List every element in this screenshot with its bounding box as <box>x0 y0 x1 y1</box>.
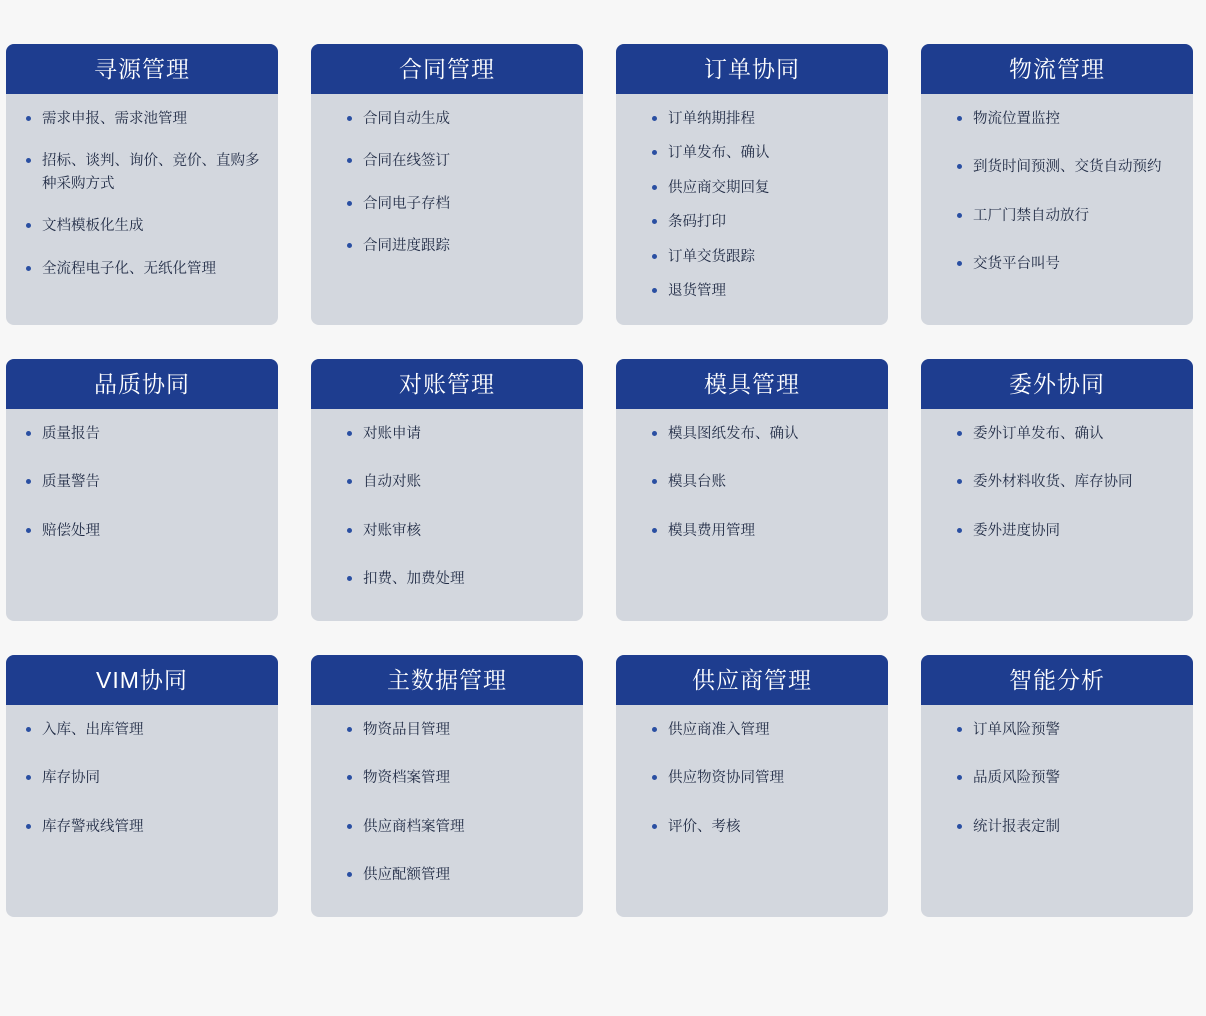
list-item: 交货平台叫号 <box>937 253 1177 275</box>
card-title: 供应商管理 <box>616 655 888 705</box>
list-item: 供应配额管理 <box>327 864 567 886</box>
list-item: 赔偿处理 <box>22 520 262 542</box>
feature-list <box>327 423 567 591</box>
feature-list <box>937 423 1177 542</box>
card-vim-xietong[interactable] <box>6 655 278 917</box>
list-item: 扣费、加费处理 <box>327 568 567 590</box>
list-item: 自动对账 <box>327 471 567 493</box>
card-body <box>921 705 1193 868</box>
card-wuliu-guanli[interactable] <box>921 44 1193 325</box>
list-item: 委外进度协同 <box>937 520 1177 542</box>
feature-list <box>22 108 262 280</box>
list-item: 文档模板化生成 <box>22 215 262 237</box>
list-item: 对账审核 <box>327 520 567 542</box>
feature-list <box>22 719 262 838</box>
card-title: 智能分析 <box>921 655 1193 705</box>
card-title: 订单协同 <box>616 44 888 94</box>
card-muju-guanli[interactable] <box>616 359 888 621</box>
list-item: 库存协同 <box>22 767 262 789</box>
feature-list <box>22 423 262 542</box>
list-item: 物流位置监控 <box>937 108 1177 130</box>
list-item: 入库、出库管理 <box>22 719 262 741</box>
card-title: 主数据管理 <box>311 655 583 705</box>
list-item: 对账申请 <box>327 423 567 445</box>
module-card-grid <box>0 44 1206 917</box>
list-item: 订单交货跟踪 <box>632 246 872 268</box>
card-duizhang-guanli[interactable] <box>311 359 583 621</box>
card-weiwai-xietong[interactable] <box>921 359 1193 621</box>
card-body <box>6 409 278 572</box>
list-item: 招标、谈判、询价、竞价、直购多种采购方式 <box>22 150 262 195</box>
list-item: 订单风险预警 <box>937 719 1177 741</box>
list-item: 合同进度跟踪 <box>327 235 567 257</box>
feature-list <box>632 423 872 542</box>
list-item: 供应商交期回复 <box>632 177 872 199</box>
list-item: 品质风险预警 <box>937 767 1177 789</box>
list-item: 物资档案管理 <box>327 767 567 789</box>
card-title: 委外协同 <box>921 359 1193 409</box>
list-item: 模具图纸发布、确认 <box>632 423 872 445</box>
feature-list <box>327 719 567 887</box>
list-item: 供应物资协同管理 <box>632 767 872 789</box>
card-gongyingshang-guanli[interactable] <box>616 655 888 917</box>
card-body <box>616 705 888 868</box>
card-body <box>6 705 278 868</box>
list-item: 合同电子存档 <box>327 193 567 215</box>
list-item: 订单纳期排程 <box>632 108 872 130</box>
list-item: 合同自动生成 <box>327 108 567 130</box>
card-body <box>616 94 888 325</box>
card-body <box>921 409 1193 572</box>
list-item: 评价、考核 <box>632 816 872 838</box>
card-title: 对账管理 <box>311 359 583 409</box>
card-title: 品质协同 <box>6 359 278 409</box>
card-hetong-guanli[interactable] <box>311 44 583 325</box>
list-item: 供应商档案管理 <box>327 816 567 838</box>
feature-list <box>327 108 567 258</box>
list-item: 供应商准入管理 <box>632 719 872 741</box>
card-body <box>311 705 583 917</box>
card-body <box>616 409 888 572</box>
list-item: 退货管理 <box>632 280 872 302</box>
card-body <box>6 94 278 310</box>
list-item: 模具费用管理 <box>632 520 872 542</box>
list-item: 委外订单发布、确认 <box>937 423 1177 445</box>
list-item: 库存警戒线管理 <box>22 816 262 838</box>
list-item: 物资品目管理 <box>327 719 567 741</box>
card-title: VIM协同 <box>6 655 278 705</box>
feature-list <box>632 108 872 303</box>
list-item: 统计报表定制 <box>937 816 1177 838</box>
card-title: 物流管理 <box>921 44 1193 94</box>
list-item: 到货时间预测、交货自动预约 <box>937 156 1177 178</box>
card-zhineng-fenxi[interactable] <box>921 655 1193 917</box>
list-item: 条码打印 <box>632 211 872 233</box>
card-xunyuan-guanli[interactable] <box>6 44 278 325</box>
list-item: 合同在线签订 <box>327 150 567 172</box>
card-title: 合同管理 <box>311 44 583 94</box>
list-item: 订单发布、确认 <box>632 142 872 164</box>
list-item: 质量警告 <box>22 471 262 493</box>
card-dingdan-xietong[interactable] <box>616 44 888 325</box>
feature-list <box>632 719 872 838</box>
list-item: 模具台账 <box>632 471 872 493</box>
list-item: 委外材料收货、库存协同 <box>937 471 1177 493</box>
list-item: 需求申报、需求池管理 <box>22 108 262 130</box>
card-body <box>311 409 583 621</box>
card-pinzhi-xietong[interactable] <box>6 359 278 621</box>
list-item: 全流程电子化、无纸化管理 <box>22 258 262 280</box>
card-zhushuju-guanli[interactable] <box>311 655 583 917</box>
feature-list <box>937 108 1177 276</box>
card-body <box>921 94 1193 306</box>
feature-list <box>937 719 1177 838</box>
card-body <box>311 94 583 288</box>
card-title: 寻源管理 <box>6 44 278 94</box>
list-item: 工厂门禁自动放行 <box>937 205 1177 227</box>
list-item: 质量报告 <box>22 423 262 445</box>
card-title: 模具管理 <box>616 359 888 409</box>
